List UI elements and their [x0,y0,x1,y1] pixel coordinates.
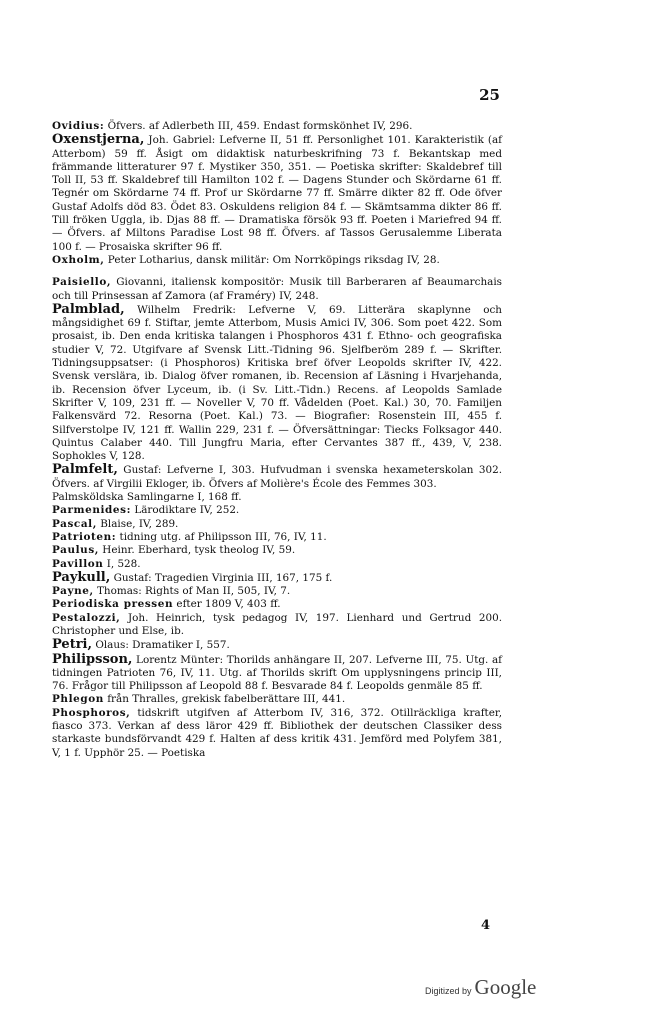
entry-headword: Petri, [52,637,93,653]
entry-text: Gustaf: Lefverne I, 303. Hufvudman i svenska hexameterskolan 302. Öfvers. af Virgilii Ekloger, ib. Öfvers af Molière's École des Femmes 303. [52,464,502,490]
entry-headword: Patrioten: [52,530,117,543]
entry-text: Joh. Heinrich, tysk pedagog IV, 197. Lienhard und Gertrud 200. Christopher und Else, ib. [52,611,502,637]
entry-text: Heinr. Eberhard, tysk theolog IV, 59. [99,544,296,557]
entry-text: I, 528. [103,557,141,570]
entry-headword: Pestalozzi, [52,611,121,624]
entry-headword: Palmfelt, [52,462,118,478]
index-entry [52,693,502,706]
index-entry [52,504,502,517]
index-entry [52,612,502,639]
index-entries [52,120,502,760]
entry-headword: Periodiska pressen [52,598,174,611]
entry-text: Joh. Gabriel: Lefverne II, 51 ff. Personlighet 101. Karakteristik (af Atterbom) 59 ff. Åsigt om didaktisk naturbeskrifning 73 f. Bekantskap med främmande litteraturer 97 f. Mystiker 350, 351. — Poetiska skrifter: Skaldebref till Toll II, 53 ff. Skaldebref till Hamilton 102 f. — Dagens Stunder och Skördarne 61 ff. Tegnér om Skördarne 74 ff. Prof ur Skördarne 77 ff. Smärre dikter 82 ff. Ode öfver Gustaf Adolfs död 83. Ödet 83. Oskuldens religion 84 f. — Skämtsamma dikter 86 ff. Till fröken Uggla, ib. Djas 88 ff. — Dramatiska försök 93 ff. Poeten i Mariefred 94 ff. — Öfvers. af Miltons Paradise Lost 98 ff. Öfvers. af Tassos Gerusalemme Liberata 100 f. — Prosaiska skrifter 96 ff. [52,134,502,253]
entry-headword: Pavillon [52,557,104,570]
entry-text: Wilhelm Fredrik: Lefverne V, 69. Litterära skaplynne och mångsidighet 69 f. Stiftar, jemte Atterbom, Musis Amici IV, 306. Som poet 422. Som prosaist, ib. Den enda kritiska talangen i Phosphoros 431 f. Ethno- och geografiska studier V, 72. Utgifvare af Svensk Litt.-Tidning 96. Sjelfberöm 289 f. — Skrifter. Tidningsuppsatser: (i Phosphoros) Kritiska bref öfver Leopolds skrifter IV, 422. Svensk verslära, ib. Dialog öfver romanen, ib. Recension af Läsning i Hvarjehanda, ib. Recension öfver Lyceum, ib. (i Sv. Litt.-Tidn.) Recens. af Leopolds Samlade Skrifter V, 109, 231 ff. — Noveller V, 70 ff. Vådelden (Poet. Kal.) 30, 70. Familjen Falkensvärd 72. Resorna (Poet. Kal.) 73. — Biografier: Rosenstein III, 455 f. Silfverstolpe IV, 121 ff. Wallin 229, 231 f. — Öfversättningar: Tiecks Folksagor 440. Quintus Calaber 440. Till Jungfru Maria, efter Cervantes 387 ff., 439, V, 238. Sophokles V, 128. [52,303,502,463]
entry-text: Giovanni, italiensk kompositör: Musik till Barberaren af Beaumarchais och till Prinsessan af Zamora (af Framéry) IV, 248. [52,276,502,302]
entry-headword: Oxholm, [52,253,105,266]
index-entry [52,276,502,303]
bottom-numeral: 4 [481,918,491,933]
entry-text: Palmsköldska Samlingarne I, 168 ff. [52,491,242,504]
page-number: 25 [479,86,500,104]
index-entry [52,571,502,585]
entry-text: efter 1809 V, 403 ff. [173,598,281,611]
index-entry [52,585,502,598]
index-entry [52,491,502,504]
entry-text: från Thralles, grekisk fabelberättare III, 441. [103,693,346,706]
entry-text: Lorentz Münter: Thorilds anhängare II, 207. Lefverne III, 75. Utg. af tidningen Patrioten 76, IV, 11. Utg. af Thorilds skrift Om upplysningens princip III, 76. Frågor till Philipsson af Leopold 88 f. Besvarade 84 f. Leopolds genmäle 85 ff. [52,653,502,693]
index-entry [52,544,502,557]
index-entry [52,638,502,652]
index-entry [52,303,502,464]
entry-headword: Phlegon [52,693,104,706]
entry-headword: Parmenides: [52,504,132,517]
index-entry [52,653,502,694]
entry-text: tidskrift utgifven af Atterbom IV, 316, 372. Otillräckliga krafter, fiasco 373. Verkan af dess läror 429 ff. Bibliothek der deutschen Classiker dess starkaste bundsförvandt 429 f. Halten af dess kritik 431. Jemförd med Polyfem 381, V, 1 f. Upphör 25. — Poetiska [52,706,502,759]
entry-text: Olaus: Dramatiker I, 557. [92,639,230,652]
entry-text: Öfvers. af Adlerbeth III, 459. Endast formskönhet IV, 296. [104,120,413,132]
entry-text: tidning utg. af Philipsson III, 76, IV, 11. [116,530,327,543]
index-entry [52,518,502,531]
index-entry [52,707,502,760]
index-entry [52,558,502,571]
entry-headword: Oxenstjerna, [52,132,145,148]
section-gap [52,267,502,276]
index-entry [52,254,502,267]
index-entry [52,463,502,491]
entry-text: Thomas: Rights of Man II, 505, IV, 7. [93,585,291,598]
digitized-by-label: Digitized by [425,986,472,996]
index-entry [52,120,502,133]
entry-headword: Philipsson, [52,651,133,667]
entry-text: Lärodiktare IV, 252. [131,504,240,517]
entry-headword: Payne, [52,585,94,598]
entry-headword: Ovidius: [52,120,105,132]
entry-headword: Palmblad, [52,301,125,317]
entry-headword: Paisiello, [52,276,112,289]
index-entry [52,133,502,254]
google-logo: Google [474,975,537,999]
entry-headword: Paulus, [52,544,99,557]
entry-text: Gustaf: Tragedien Virginia III, 167, 175 f. [110,571,333,584]
entry-text: Blaise, IV, 289. [96,517,179,530]
entry-headword: Pascal, [52,517,97,530]
entry-headword: Paykull, [52,569,111,585]
index-entry [52,531,502,544]
index-entry [52,598,502,611]
digitized-by-google-watermark [425,975,536,1000]
entry-headword: Phosphoros, [52,706,131,719]
entry-text: Peter Lotharius, dansk militär: Om Norrköpings riksdag IV, 28. [104,253,440,266]
